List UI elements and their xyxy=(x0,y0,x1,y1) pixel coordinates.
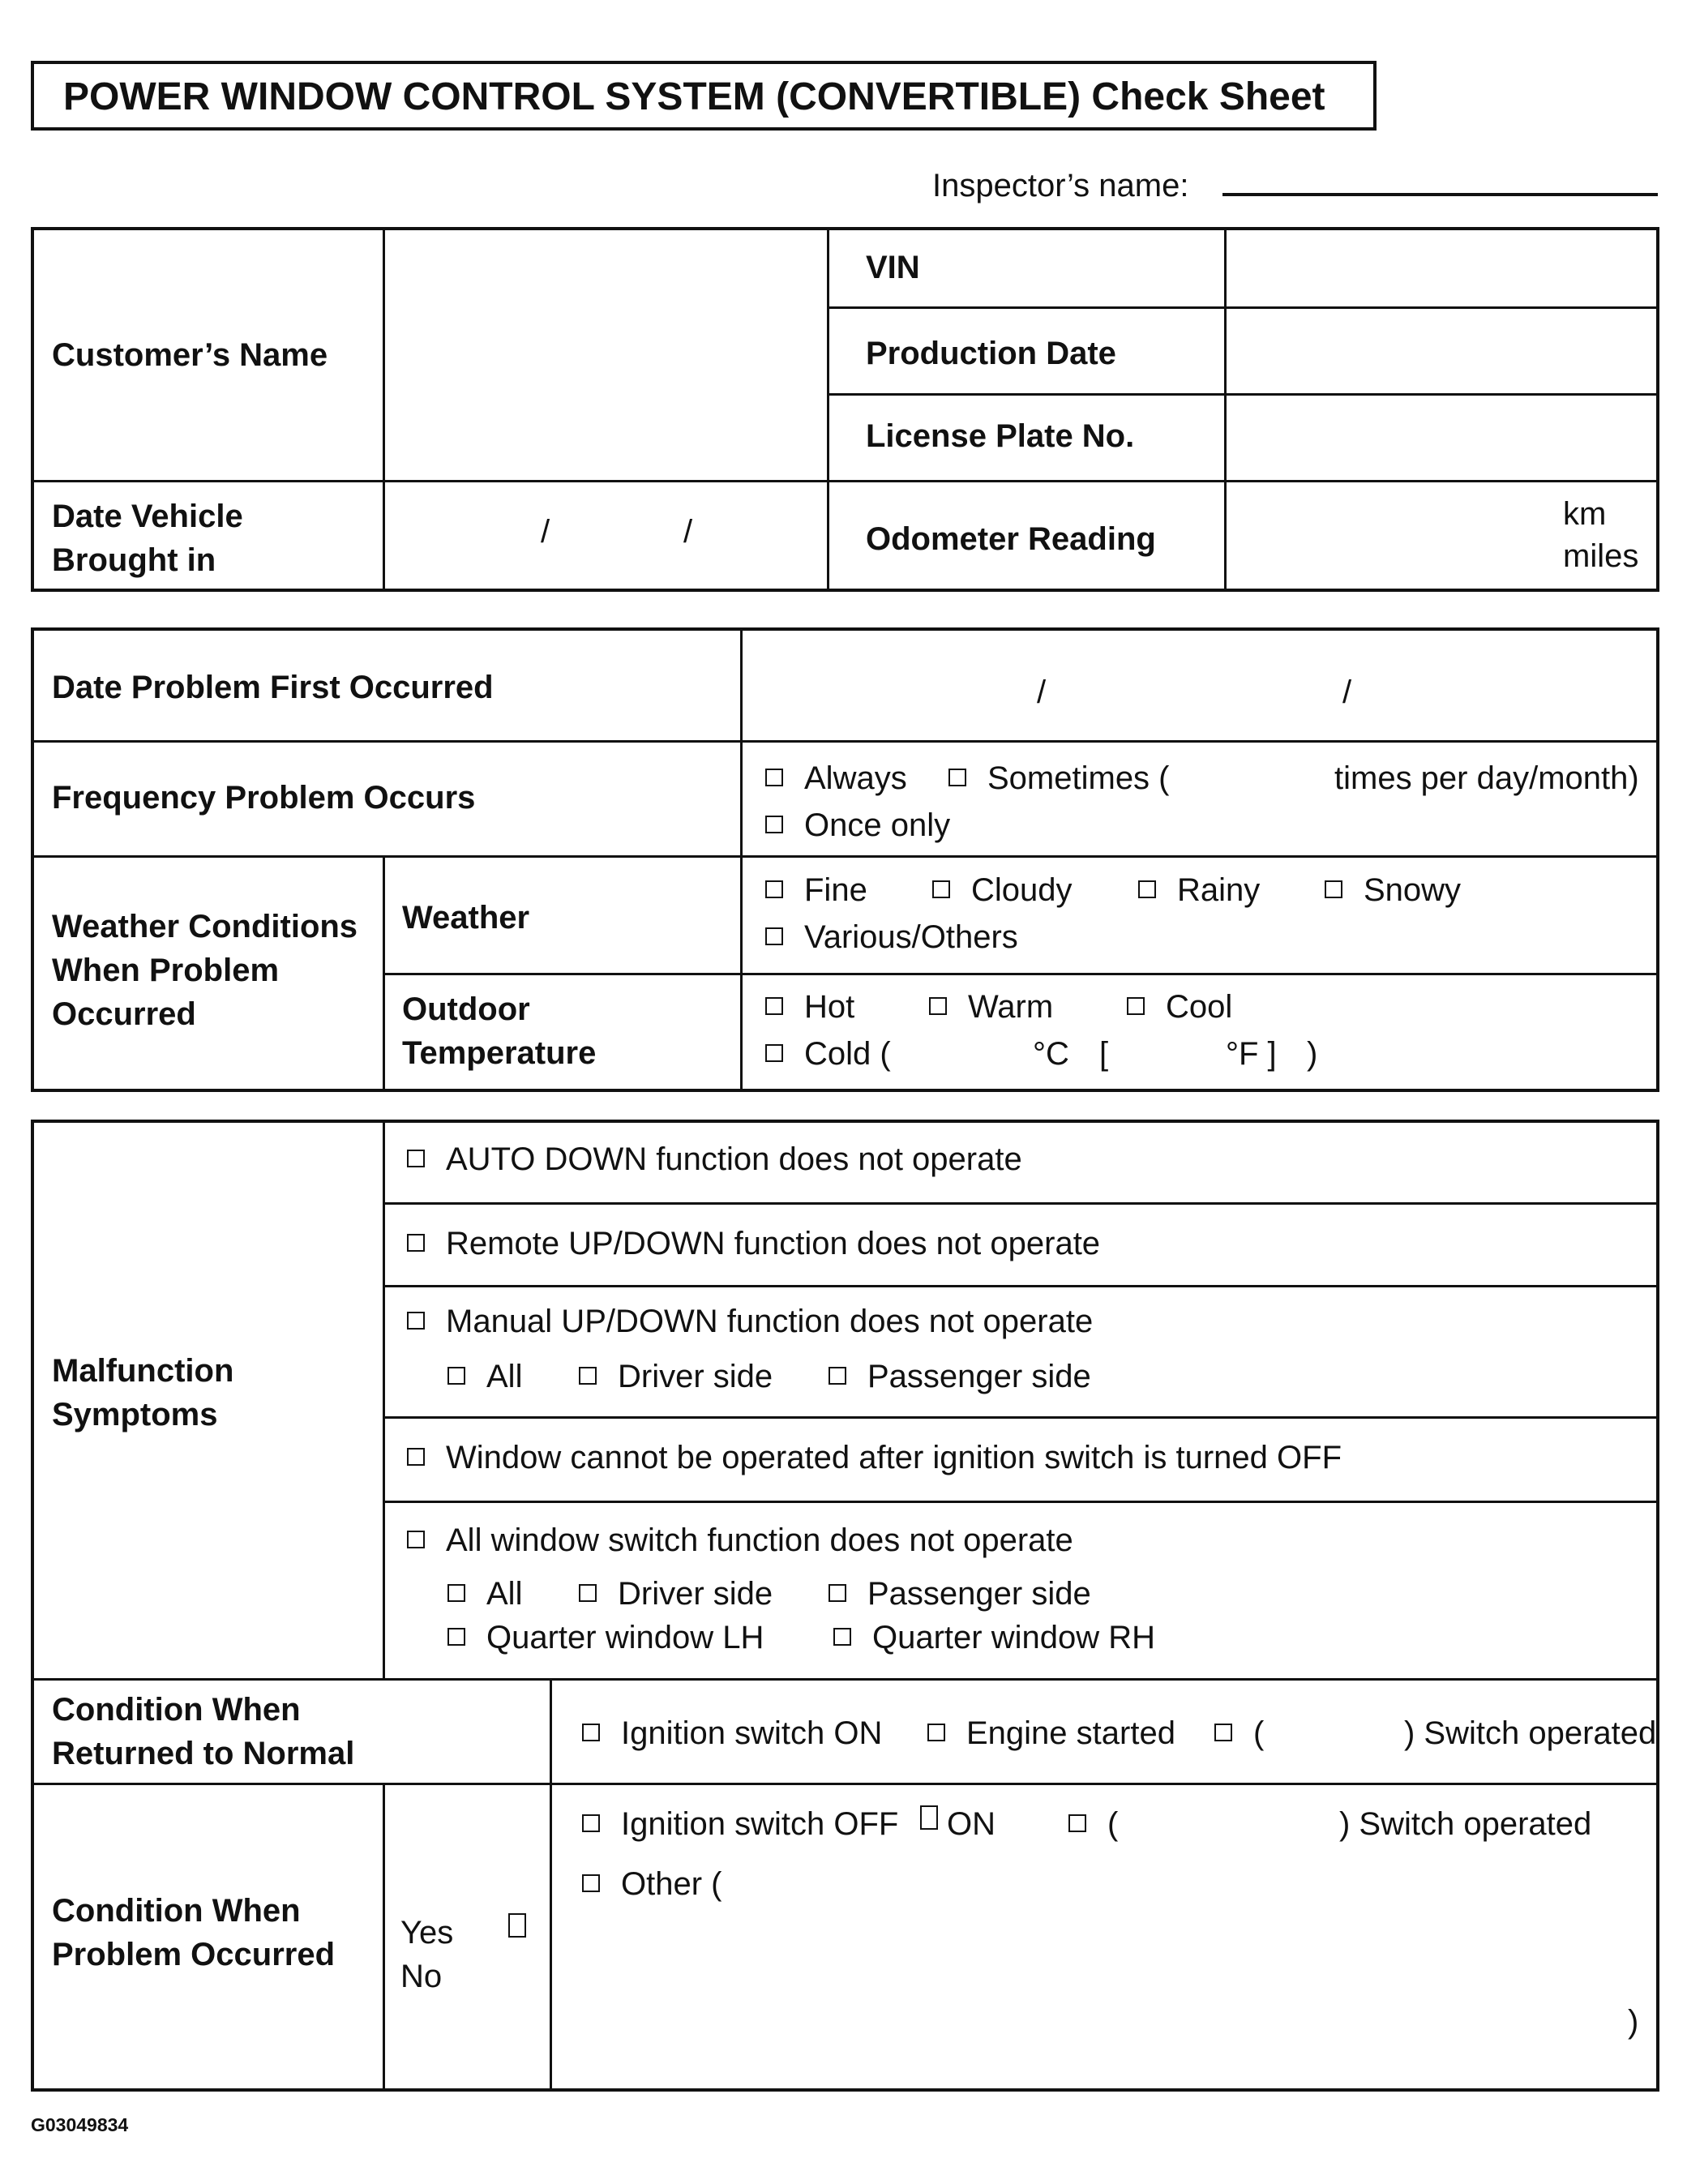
inspector-name-line[interactable] xyxy=(1222,193,1658,196)
checkbox[interactable] xyxy=(765,1044,783,1062)
checkbox[interactable] xyxy=(833,1628,851,1646)
checkbox[interactable] xyxy=(407,1150,425,1167)
temp-warm-option[interactable]: Warm xyxy=(929,989,1053,1026)
other-close-paren: ) xyxy=(1628,2004,1639,2040)
arrow-symbol-icon xyxy=(920,1809,938,1833)
temp-cool-option[interactable]: Cool xyxy=(1127,989,1232,1026)
occurred-on-text: ON xyxy=(947,1806,996,1842)
malfunction-label: Malfunction Symptoms xyxy=(52,1353,234,1432)
checkbox[interactable] xyxy=(929,997,947,1015)
checkbox[interactable] xyxy=(1068,1814,1086,1832)
checkbox[interactable] xyxy=(582,1724,600,1741)
weather-fine-option[interactable]: Fine xyxy=(765,872,867,909)
problem-occurred-label: Condition When Problem Occurred xyxy=(52,1893,336,1972)
outdoor-temp-label: Outdoor Temperature xyxy=(402,991,597,1071)
all-switch-option[interactable]: All window switch function does not operate xyxy=(407,1522,1073,1559)
temp-hot-option[interactable]: Hot xyxy=(765,989,854,1026)
checkbox[interactable] xyxy=(447,1628,465,1646)
checkbox[interactable] xyxy=(932,880,950,898)
deg-c-unit: °C xyxy=(1033,1036,1069,1072)
switch-driver-option[interactable]: Driver side xyxy=(579,1576,773,1612)
date-brought-label: Date Vehicle Brought in xyxy=(52,499,243,578)
returned-normal-label: Condition When Returned to Normal xyxy=(52,1692,355,1771)
checkbox[interactable] xyxy=(447,1367,465,1385)
odometer-label: Odometer Reading xyxy=(866,521,1156,557)
production-date-label: Production Date xyxy=(866,336,1116,371)
checkbox[interactable] xyxy=(765,880,783,898)
manual-driver-option[interactable]: Driver side xyxy=(579,1359,773,1395)
checkbox[interactable] xyxy=(1127,997,1145,1015)
returned-ign-on-option[interactable]: Ignition switch ON xyxy=(582,1715,882,1752)
date-slash-1: / xyxy=(541,514,550,550)
km-unit: km xyxy=(1563,496,1607,532)
figure-id: G03049834 xyxy=(31,2114,129,2135)
checkbox[interactable] xyxy=(447,1584,465,1602)
license-plate-label: License Plate No. xyxy=(866,418,1135,454)
weather-cloudy-option[interactable]: Cloudy xyxy=(932,872,1073,909)
arrow-symbol-icon xyxy=(508,1916,526,1941)
checkbox[interactable] xyxy=(1325,880,1342,898)
date-slash-2: / xyxy=(683,514,693,550)
checkbox[interactable] xyxy=(765,997,783,1015)
freq-times-text: times per day/month) xyxy=(1334,760,1639,796)
checkbox[interactable] xyxy=(582,1874,600,1892)
checkbox[interactable] xyxy=(829,1367,846,1385)
remote-option[interactable]: Remote UP/DOWN function does not operate xyxy=(407,1226,1100,1262)
temp-cold-option[interactable]: Cold ( xyxy=(765,1036,891,1073)
checkbox[interactable] xyxy=(1214,1724,1232,1741)
customer-name-label: Customer’s Name xyxy=(52,337,328,373)
auto-down-option[interactable]: AUTO DOWN function does not operate xyxy=(407,1141,1022,1178)
freq-sometimes-option[interactable]: Sometimes ( xyxy=(948,760,1170,797)
checkbox[interactable] xyxy=(407,1312,425,1330)
weather-label: Weather xyxy=(402,900,530,936)
occurred-switch-option[interactable]: ( xyxy=(1068,1806,1118,1843)
occurred-ign-off-option[interactable]: Ignition switch OFF xyxy=(582,1806,898,1843)
checkbox[interactable] xyxy=(407,1234,425,1252)
yes-label: Yes xyxy=(400,1915,454,1951)
customer-name-field[interactable] xyxy=(386,230,824,477)
production-date-field[interactable] xyxy=(1227,310,1657,391)
switch-passenger-option[interactable]: Passenger side xyxy=(829,1576,1091,1612)
checkbox[interactable] xyxy=(765,816,783,833)
checkbox[interactable] xyxy=(582,1814,600,1832)
weather-rainy-option[interactable]: Rainy xyxy=(1138,872,1260,909)
vin-field[interactable] xyxy=(1227,230,1657,305)
miles-unit: miles xyxy=(1563,538,1639,574)
vin-label: VIN xyxy=(866,250,920,285)
occurred-other-option[interactable]: Other ( xyxy=(582,1866,721,1903)
weather-conditions-label: Weather Conditions When Problem Occurred xyxy=(52,909,358,1032)
returned-switch-option[interactable]: ( xyxy=(1214,1715,1264,1752)
first-date-slash-1: / xyxy=(1037,674,1047,710)
checkbox[interactable] xyxy=(579,1584,597,1602)
checkbox[interactable] xyxy=(407,1531,425,1548)
first-date-slash-2: / xyxy=(1342,674,1352,710)
date-first-label: Date Problem First Occurred xyxy=(52,670,494,705)
weather-various-option[interactable]: Various/Others xyxy=(765,919,1018,956)
page-title: POWER WINDOW CONTROL SYSTEM (CONVERTIBLE) Check Sheet xyxy=(63,75,1325,118)
manual-option[interactable]: Manual UP/DOWN function does not operate xyxy=(407,1304,1093,1340)
occurred-switch-operated-text: ) Switch operated xyxy=(1339,1806,1592,1842)
checkbox[interactable] xyxy=(765,927,783,945)
cold-close-paren: ) xyxy=(1307,1036,1318,1072)
checkbox[interactable] xyxy=(1138,880,1156,898)
bracket-open: [ xyxy=(1099,1036,1109,1072)
deg-f-unit: °F ] xyxy=(1226,1036,1277,1072)
no-label: No xyxy=(400,1959,443,1994)
manual-all-option[interactable]: All xyxy=(447,1359,522,1395)
checkbox[interactable] xyxy=(765,769,783,786)
freq-always-option[interactable]: Always xyxy=(765,760,907,797)
weather-snowy-option[interactable]: Snowy xyxy=(1325,872,1461,909)
checkbox[interactable] xyxy=(407,1448,425,1466)
manual-passenger-option[interactable]: Passenger side xyxy=(829,1359,1091,1395)
quarter-lh-option[interactable]: Quarter window LH xyxy=(447,1620,764,1656)
inspector-label: Inspector’s name: xyxy=(932,168,1189,203)
license-plate-field[interactable] xyxy=(1227,396,1657,477)
freq-once-option[interactable]: Once only xyxy=(765,807,950,844)
returned-engine-started-option[interactable]: Engine started xyxy=(927,1715,1175,1752)
checkbox[interactable] xyxy=(579,1367,597,1385)
switch-all-option[interactable]: All xyxy=(447,1576,522,1612)
checkbox[interactable] xyxy=(927,1724,945,1741)
frequency-label: Frequency Problem Occurs xyxy=(52,780,476,816)
ignition-off-option[interactable]: Window cannot be operated after ignition switch is turned OFF xyxy=(407,1440,1342,1476)
quarter-rh-option[interactable]: Quarter window RH xyxy=(833,1620,1155,1656)
returned-switch-operated-text: ) Switch operated xyxy=(1404,1715,1657,1751)
checkbox[interactable] xyxy=(829,1584,846,1602)
checkbox[interactable] xyxy=(948,769,966,786)
